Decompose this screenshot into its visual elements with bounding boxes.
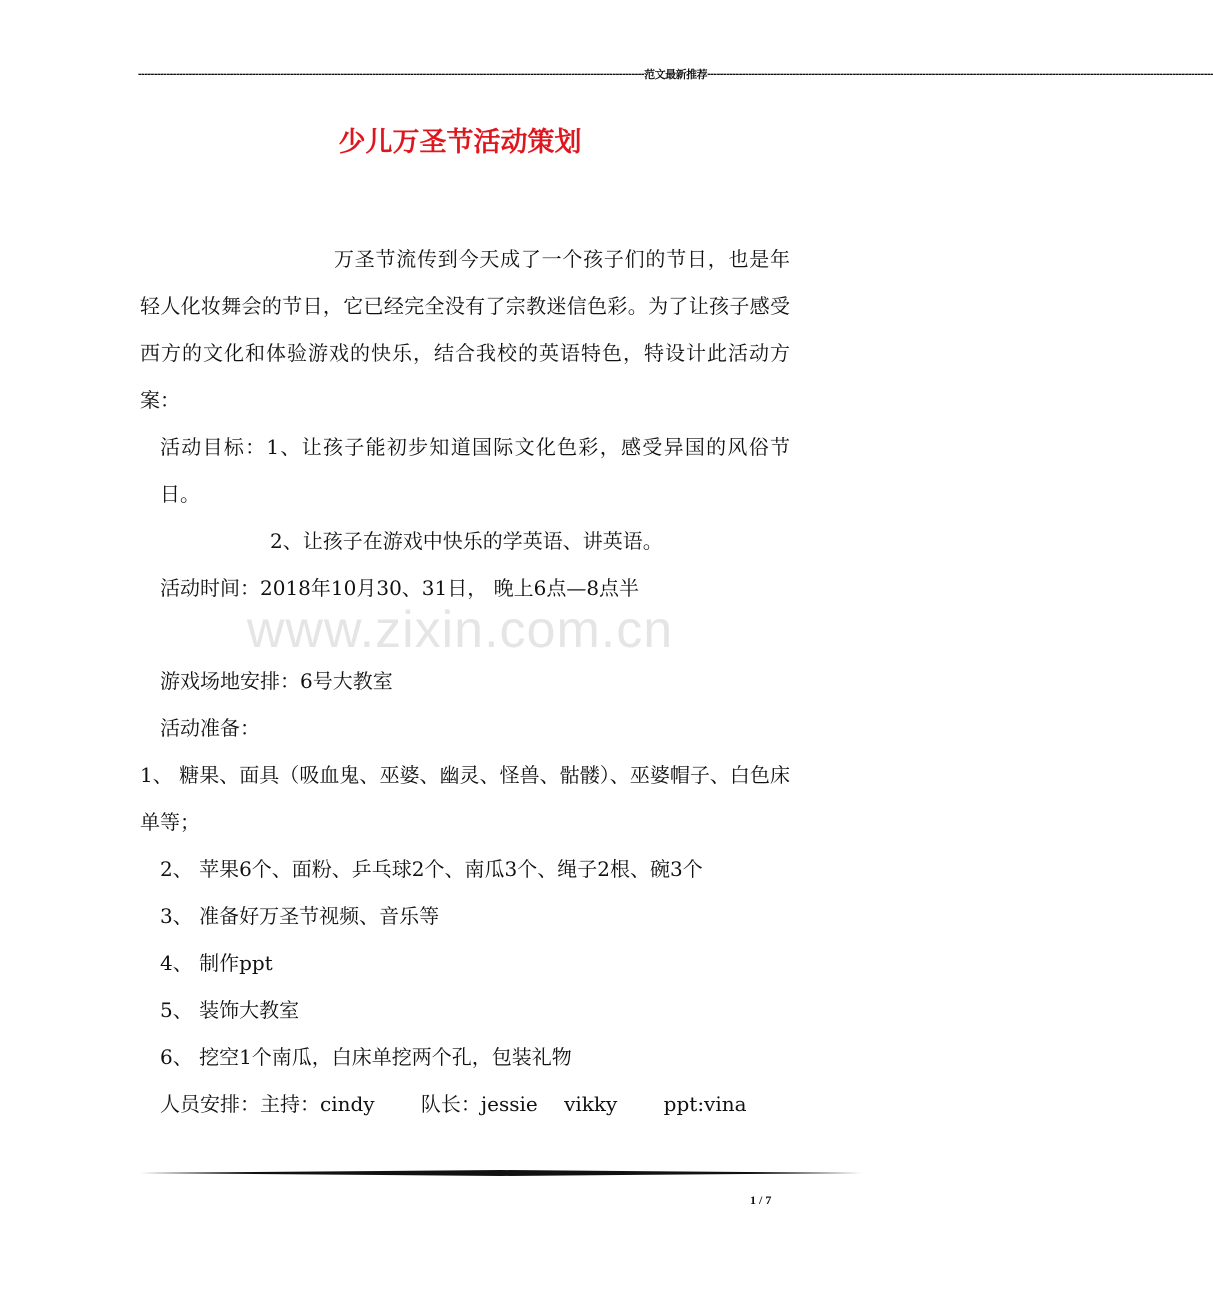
time-paragraph: 活动时间：2018年10月30、31日， 晚上6点—8点半: [160, 576, 640, 600]
footer-divider: [140, 1170, 862, 1176]
prep-item-5: 5、 装饰大教室: [160, 998, 300, 1022]
prep-item-1-text: 1、 糖果、面具（吸血鬼、巫婆、幽灵、怪兽、骷髅）、巫婆帽子、白色床单等；: [140, 763, 790, 834]
staff-paragraph: 人员安排：主持：cindy 队长：jessie vikky ppt:vina: [160, 1092, 747, 1116]
header-dash-right: ----------------------------------------------------------------------------------------------------------------------------------------------------------------: [707, 68, 1213, 80]
header-banner: [138, 66, 1213, 82]
header-dash-left: ----------------------------------------------------------------------------------------------------------------------------------------------------------------: [138, 68, 645, 80]
goal-2-paragraph: 2、让孩子在游戏中快乐的学英语、讲英语。: [270, 529, 663, 553]
prep-item-2: 2、 苹果6个、面粉、乒乓球2个、南瓜3个、绳子2根、碗3个: [160, 857, 703, 881]
header-label: 范文最新推荐: [644, 69, 708, 81]
prep-item-4: 4、 制作ppt: [160, 951, 273, 975]
page-title: 少儿万圣节活动策划: [338, 127, 582, 158]
watermark-text: www.zixin.com.cn: [246, 601, 674, 659]
intro-paragraph: 万圣节流传到今天成了一个孩子们的节日，也是年轻人化妆舞会的节日，它已经完全没有了宗教迷信色彩。为了让孩子感受西方的文化和体验游戏的快乐，结合我校的英语特色，特设计此活动方案：: [140, 247, 790, 412]
document-body: [140, 236, 790, 1128]
prep-item-6: 6、 挖空1个南瓜，白床单挖两个孔，包装礼物: [160, 1045, 572, 1069]
goal-1-paragraph: [140, 424, 790, 518]
prep-item-3: 3、 准备好万圣节视频、音乐等: [160, 904, 440, 928]
page-number: 1 / 7: [750, 1193, 772, 1207]
goal-1-text: 活动目标：1、让孩子能初步知道国际文化色彩，感受异国的风俗节日。: [160, 435, 790, 506]
venue-paragraph: 游戏场地安排：6号大教室: [160, 669, 393, 693]
prep-heading: 活动准备：: [160, 716, 260, 740]
prep-item-1: [140, 752, 790, 846]
